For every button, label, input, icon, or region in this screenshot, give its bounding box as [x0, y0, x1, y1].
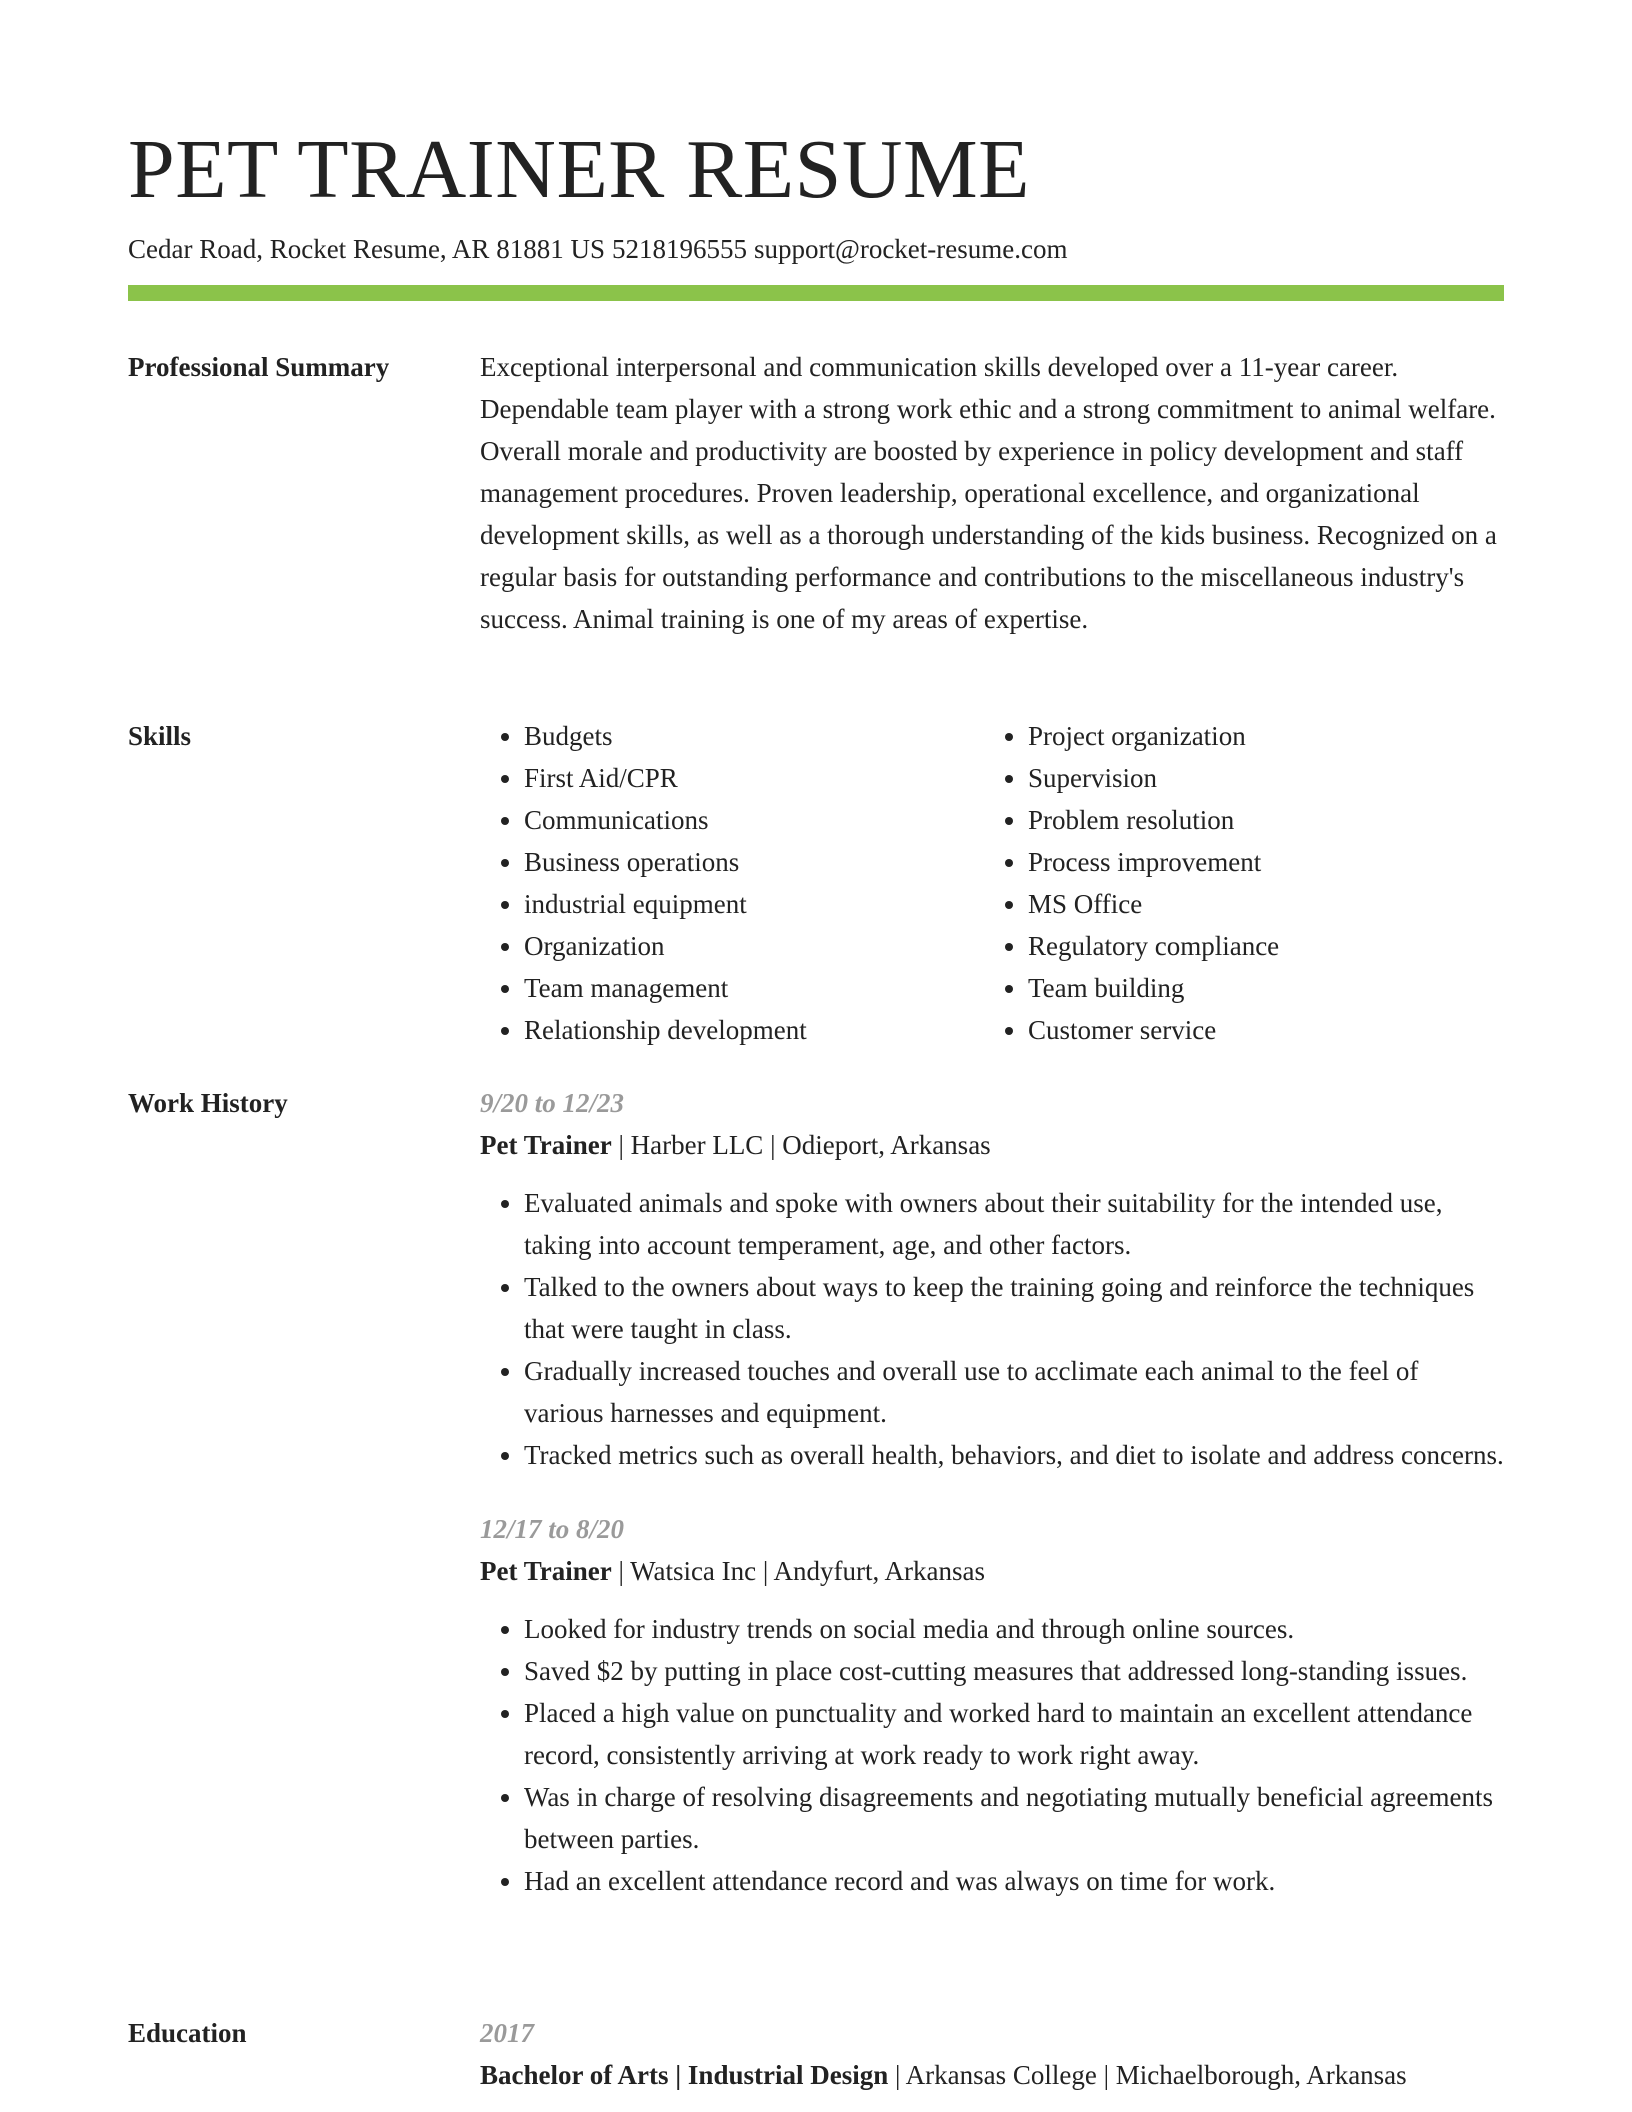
resume-title: PET TRAINER RESUME: [128, 123, 1030, 216]
skill-item: • Project organization: [1028, 715, 1488, 757]
job-title: Pet Trainer: [480, 1556, 612, 1586]
job-title: Pet Trainer: [480, 1130, 612, 1160]
job-bullet: • Evaluated animals and spoke with owners about their suitability for the intended use, taking into account temperament, age, and other factors.: [524, 1182, 1504, 1266]
education-school: | Arkansas College | Michaelborough, Arkansas: [888, 2060, 1407, 2090]
skills-label: Skills: [128, 721, 192, 751]
skill-item: • Regulatory compliance: [1028, 925, 1488, 967]
summary-content: [480, 346, 1504, 640]
job-bullet: • Placed a high value on punctuality and worked hard to maintain an excellent attendance record, consistently arriving at work ready to work right away.: [524, 1692, 1504, 1776]
job-bullets: [480, 1608, 1504, 1902]
skills-list-right: [984, 715, 1488, 1051]
skill-item: • industrial equipment: [524, 883, 984, 925]
skill-item: • Team building: [1028, 967, 1488, 1009]
work-history-content: [480, 1082, 1504, 1902]
accent-divider: [128, 285, 1504, 301]
skill-item: • Supervision: [1028, 757, 1488, 799]
job-employer: | Watsica Inc | Andyfurt, Arkansas: [611, 1556, 986, 1586]
job-bullet: • Looked for industry trends on social media and through online sources.: [524, 1608, 1504, 1650]
job-dates: 12/17 to 8/20: [480, 1514, 625, 1544]
skills-content: [480, 715, 1504, 1051]
skill-item: • Communications: [524, 799, 984, 841]
job-bullets: [480, 1182, 1504, 1476]
skill-item: • Process improvement: [1028, 841, 1488, 883]
education-heading: [480, 2054, 1504, 2096]
skill-item: • Budgets: [524, 715, 984, 757]
skill-item: • MS Office: [1028, 883, 1488, 925]
education-label: Education: [128, 2018, 247, 2048]
job-bullet: • Gradually increased touches and overall use to acclimate each animal to the feel of various harnesses and equipment.: [524, 1350, 1504, 1434]
education-year: 2017: [480, 2018, 534, 2048]
skill-item: • Relationship development: [524, 1009, 984, 1051]
job-dates: 9/20 to 12/23: [480, 1088, 625, 1118]
skill-item: • First Aid/CPR: [524, 757, 984, 799]
education-content: [480, 2012, 1504, 2096]
contact-email: support@rocket-resume.com: [753, 234, 1068, 264]
skill-item: • Organization: [524, 925, 984, 967]
work-history-label: Work History: [128, 1088, 288, 1118]
job-bullet: • Tracked metrics such as overall health, behaviors, and diet to isolate and address concerns.: [524, 1434, 1504, 1476]
job-heading: [480, 1124, 1504, 1166]
skill-item: • Customer service: [1028, 1009, 1488, 1051]
job-entry: [480, 1508, 1504, 1902]
skill-item: • Team management: [524, 967, 984, 1009]
job-bullet: • Talked to the owners about ways to keep the training going and reinforce the techniques that were taught in class.: [524, 1266, 1504, 1350]
contact-phone: 5218196555: [611, 234, 747, 264]
job-entry: [480, 1082, 1504, 1476]
contact-address: Cedar Road, Rocket Resume, AR 81881 US: [128, 234, 605, 264]
job-employer: | Harber LLC | Odieport, Arkansas: [611, 1130, 991, 1160]
job-bullet: • Had an excellent attendance record and was always on time for work.: [524, 1860, 1504, 1902]
summary-text: Exceptional interpersonal and communication skills developed over a 11-year career. Dependable team player with a strong work ethic and a strong commitment to animal welfare. Overall morale and productivity are boosted by experience in policy development and staff management procedures. Proven leadership, operational excellence, and organizational development skills, as well as a thorough understanding of the kids business. Recognized on a regular basis for outstanding performance and contributions to the miscellaneous industry's success. Animal training is one of my areas of expertise.: [480, 352, 1497, 634]
skill-item: • Business operations: [524, 841, 984, 883]
job-heading: [480, 1550, 1504, 1592]
contact-line: [128, 232, 1068, 266]
skill-item: • Problem resolution: [1028, 799, 1488, 841]
education-degree: Bachelor of Arts | Industrial Design: [480, 2060, 889, 2090]
job-bullet: • Was in charge of resolving disagreements and negotiating mutually beneficial agreements between parties.: [524, 1776, 1504, 1860]
job-bullet: • Saved $2 by putting in place cost-cutting measures that addressed long-standing issues.: [524, 1650, 1504, 1692]
skills-list-left: [480, 715, 984, 1051]
summary-label: Professional Summary: [128, 352, 390, 382]
